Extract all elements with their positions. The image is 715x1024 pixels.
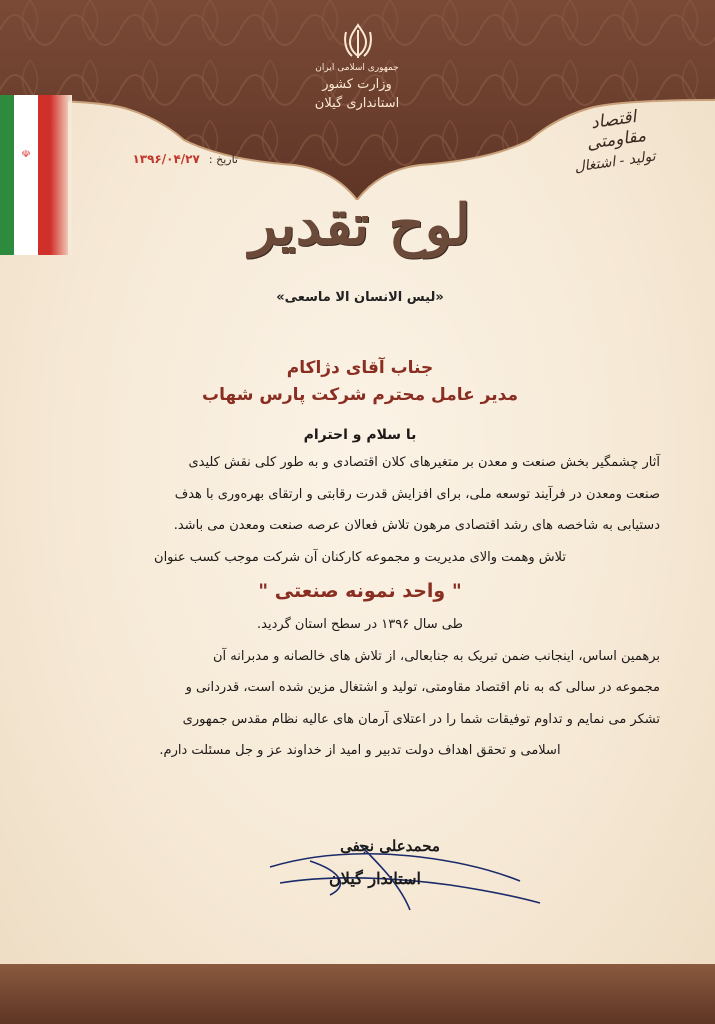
header-ministry: وزارت کشور xyxy=(322,77,392,92)
slogan-line-2: تولید - اشتغال xyxy=(573,148,657,176)
recipient-position: مدیر عامل محترم شرکت پارس شهاب xyxy=(202,385,518,405)
slogan-line-1: اقتصاد مقاومتی xyxy=(585,107,648,154)
paragraph-2-line-2: مجموعه در سالی که به نام اقتصاد مقاومتی، تولید و اشتغال مزین شده است، قدردانی و xyxy=(185,680,660,695)
date-row xyxy=(108,148,238,167)
paragraph-1-line-2: صنعت ومعدن در فرآیند توسعه ملی، برای افزایش قدرت رقابتی و ارتقای بهره‌وری با هدف xyxy=(174,486,660,502)
award-title: " واحد نمونه صنعتی " xyxy=(258,580,462,602)
header-province: استانداری گیلان xyxy=(314,96,400,111)
recipient-name: جناب آقای دژاکام xyxy=(286,358,434,378)
certificate-body xyxy=(60,355,660,767)
paragraph-2-line-1: برهمین اساس، اینجانب ضمن تبریک به جنابعالی، از تلاش های خالصانه و مدبرانه آن xyxy=(212,648,660,664)
signatory-title: استاندار گیلان xyxy=(329,869,421,888)
paragraph-1-line-1: آثار چشمگیر بخش صنعت و معدن بر متغیرهای کلان اقتصادی و به طور کلی نقش کلیدی xyxy=(188,455,660,470)
greeting: با سلام و احترام xyxy=(303,427,417,443)
paragraph-2-line-4: اسلامی و تحقق اهداف دولت تدبیر و امید از خداوند عز و جل مسئلت دارم. xyxy=(159,743,561,758)
iran-emblem-icon xyxy=(340,22,376,60)
footer-ornament-band xyxy=(0,964,715,1024)
date-label: تاریخ : xyxy=(208,153,238,166)
certificate-subtitle: «لیس الانسان الا ماسعی» xyxy=(276,290,444,305)
signature-block xyxy=(250,825,550,915)
year-slogan xyxy=(560,107,670,176)
paragraph-1-line-3: دستیابی به شاخصه های رشد اقتصادی مرهون تلاش فعالان عرصه صنعت ومعدن می باشد. xyxy=(173,518,660,533)
iran-flag-ribbon xyxy=(0,95,72,255)
paragraph-2-line-3: تشکر می نمایم و تداوم توفیقات شما را در اعتلای آرمان های عالیه نظام مقدس جمهوری xyxy=(182,711,660,727)
header-republic: جمهوری اسلامی ایران xyxy=(315,63,399,73)
certificate-title: لوح تقدیر xyxy=(249,192,471,258)
date-value: ۱۳۹۶/۰۴/۲۷ xyxy=(132,152,200,166)
paragraph-1-line-4: تلاش وهمت والای مدیریت و مجموعه کارکنان آن شرکت موجب کسب عنوان xyxy=(154,549,566,565)
year-line: طی سال ۱۳۹۶ در سطح استان گردید. xyxy=(257,617,463,632)
signatory-name: محمدعلی نجفی xyxy=(340,837,440,855)
